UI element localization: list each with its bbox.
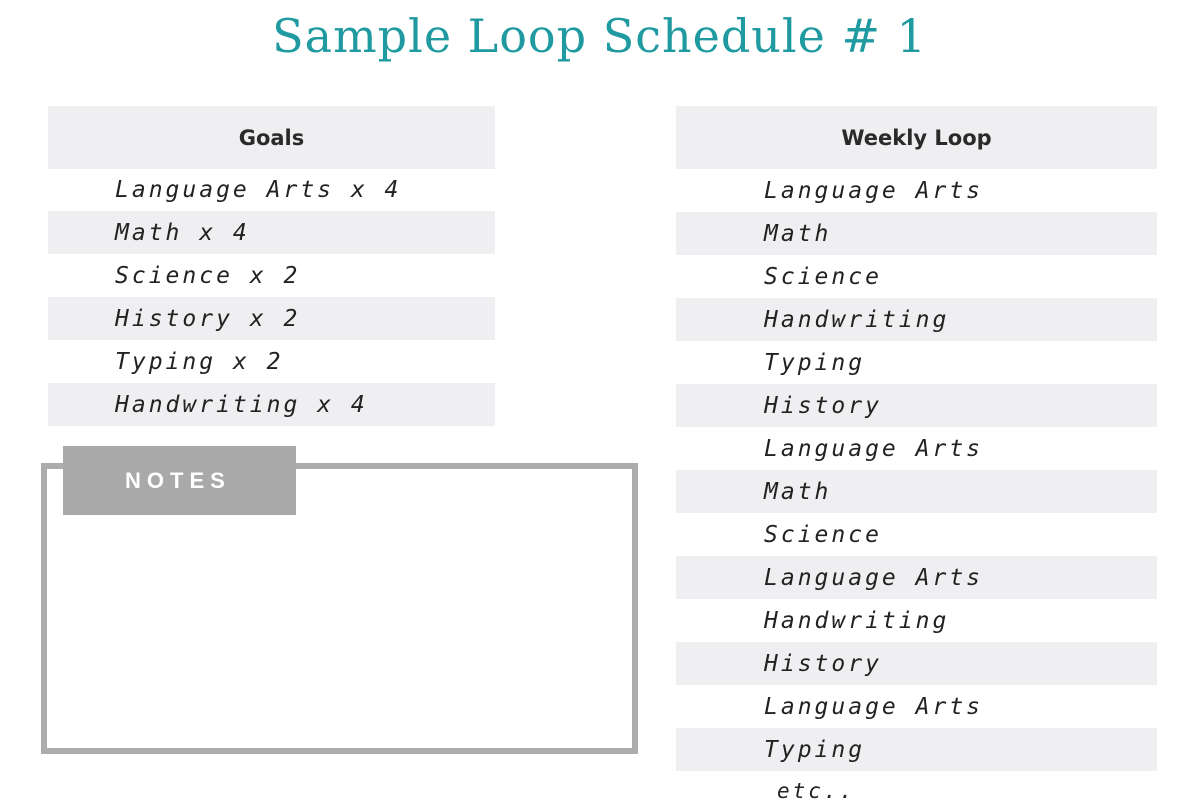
loop-row: Math (676, 470, 1157, 513)
loop-row: Typing (676, 728, 1157, 771)
loop-row: Language Arts (764, 435, 984, 462)
goals-table (48, 106, 495, 426)
notes-label: NOTES (63, 446, 296, 515)
weekly-loop-list (676, 169, 1157, 811)
loop-row: Science (764, 521, 882, 548)
loop-row: Language Arts (764, 177, 984, 204)
loop-row: History (676, 384, 1157, 427)
loop-row: Science (764, 263, 882, 290)
goal-row: Language Arts x 4 (115, 177, 402, 203)
weekly-loop-table (676, 106, 1157, 811)
goals-list (48, 169, 495, 426)
goal-row: Science x 2 (115, 262, 301, 289)
goals-header: Goals (48, 106, 495, 169)
loop-row: History (676, 642, 1157, 685)
loop-row: Handwriting (764, 607, 950, 634)
goal-row: Math x 4 (48, 211, 495, 254)
loop-row: Language Arts (764, 693, 984, 720)
goal-row: Typing x 2 (115, 348, 284, 375)
loop-row: Language Arts (676, 556, 1157, 599)
page-title: Sample Loop Schedule # 1 (272, 9, 927, 63)
loop-row: Handwriting (676, 298, 1157, 341)
loop-row: Math (676, 212, 1157, 255)
weekly-loop-header: Weekly Loop (676, 106, 1157, 169)
goal-row: Handwriting x 4 (48, 383, 495, 426)
loop-row: Typing (764, 349, 866, 376)
goal-row: History x 2 (48, 297, 495, 340)
loop-etc-text: etc.. (777, 779, 856, 803)
